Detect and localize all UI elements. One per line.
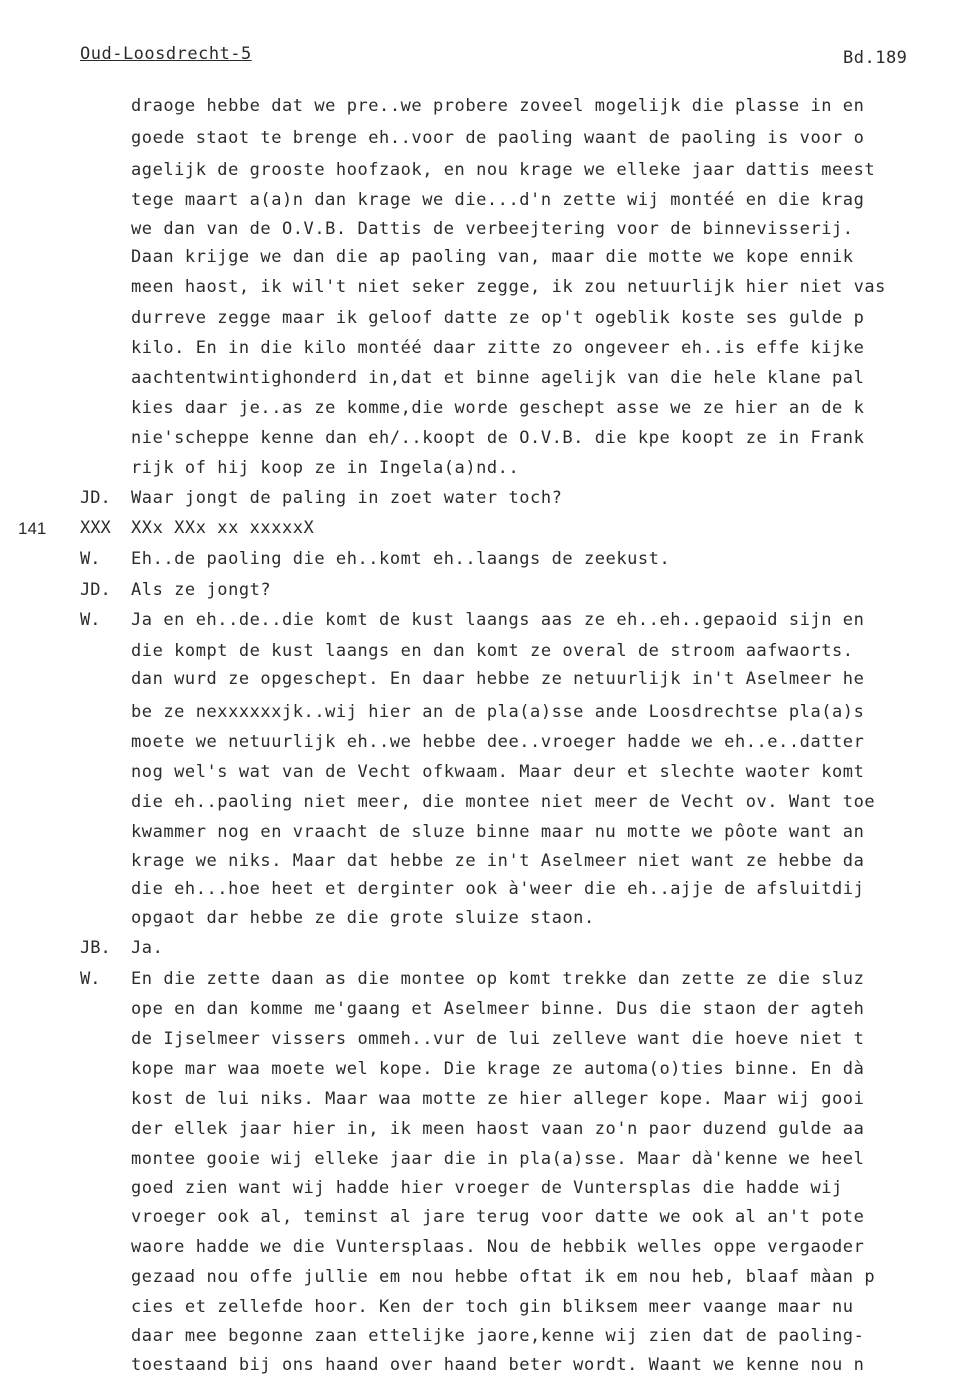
text-line: we dan van de O.V.B. Dattis de verbeejtering voor de binnevisserij. — [131, 219, 854, 239]
text-line: durreve zegge maar ik geloof datte ze op't ogeblik koste ses gulde p — [131, 308, 865, 328]
text-line: goed zien want wij hadde hier vroeger de Vuntersplas die hadde wij — [131, 1178, 843, 1198]
text-line: kope mar waa moete wel kope. Die krage ze automa(o)ties binne. En dà — [131, 1059, 865, 1079]
text-line: draoge hebbe dat we pre..we probere zoveel mogelijk die plasse in en — [131, 96, 865, 116]
text-line: be ze nexxxxxxjk..wij hier an de pla(a)sse ande Loosdrechtse pla(a)s — [131, 702, 865, 722]
speaker-label: W. — [80, 969, 101, 989]
speaker-label: W. — [80, 549, 101, 569]
text-line: daar mee begonne zaan ettelijke jaore,kenne wij zien dat de paoling- — [131, 1326, 865, 1346]
speaker-label: W. — [80, 610, 101, 630]
text-line: cies et zellefde hoor. Ken der toch gin bliksem meer vaange maar nu — [131, 1297, 854, 1317]
text-line: die eh..paoling niet meer, die montee niet meer de Vecht ov. Want toe — [131, 792, 876, 812]
text-line: waore hadde we die Vuntersplaas. Nou de hebbik welles oppe vergaoder — [131, 1237, 865, 1257]
text-line: meen haost, ik wil't niet seker zegge, ik zou netuurlijk hier niet vas — [131, 277, 886, 297]
text-line: Waar jongt de paling in zoet water toch? — [131, 488, 563, 508]
margin-number: 141 — [18, 519, 47, 538]
text-line: Eh..de paoling die eh..komt eh..laangs de zeekust. — [131, 549, 671, 569]
text-line: Als ze jongt? — [131, 580, 272, 600]
text-line: gezaad nou offe jullie em nou hebbe oftat ik em nou heb, blaaf màan p — [131, 1267, 876, 1287]
text-line: rijk of hij koop ze in Ingela(a)nd.. — [131, 458, 520, 478]
text-line: die kompt de kust laangs en dan komt ze overal de stroom aafwaorts. — [131, 641, 854, 661]
text-line: Ja en eh..de..die komt de kust laangs aas ze eh..eh..gepaoid sijn en — [131, 610, 865, 630]
text-line: montee gooie wij elleke jaar die in pla(a)sse. Maar dà'kenne we heel — [131, 1149, 865, 1169]
text-line: ope en dan komme me'gaang et Aselmeer binne. Dus die staon der agteh — [131, 999, 865, 1019]
text-line: der ellek jaar hier in, ik meen haost vaan zo'n paor duzend gulde aa — [131, 1119, 865, 1139]
text-line: Daan krijge we dan die ap paoling van, maar die motte we kope ennik — [131, 247, 854, 267]
text-line: kies daar je..as ze komme,die worde geschept asse we ze hier an de k — [131, 398, 865, 418]
document-title: Oud-Loosdrecht-5 — [80, 44, 252, 64]
text-line: dan wurd ze opgeschept. En daar hebbe ze netuurlijk in't Aselmeer he — [131, 669, 865, 689]
text-line: En die zette daan as die montee op komt trekke dan zette ze die sluz — [131, 969, 865, 989]
speaker-label: JD. — [80, 488, 111, 508]
text-line: kwammer nog en vraacht de sluze binne maar nu motte we pôote want an — [131, 822, 865, 842]
text-line: die eh...hoe heet et derginter ook à'weer die eh..ajje de afsluitdij — [131, 879, 865, 899]
text-line: krage we niks. Maar dat hebbe ze in't Aselmeer niet want ze hebbe da — [131, 851, 865, 871]
speaker-label: JD. — [80, 580, 111, 600]
text-line: nie'scheppe kenne dan eh/..koopt de O.V.B. die kpe koopt ze in Frank — [131, 428, 865, 448]
text-line: de Ijselmeer vissers ommeh..vur de lui zelleve want die hoeve niet t — [131, 1029, 865, 1049]
speaker-label: XXX — [80, 518, 111, 538]
text-line: opgaot dar hebbe ze die grote sluize staon. — [131, 908, 595, 928]
speaker-label: JB. — [80, 938, 111, 958]
text-line: moete we netuurlijk eh..we hebbe dee..vroeger hadde we eh..e..datter — [131, 732, 865, 752]
text-line: XXx XXx xx xxxxxX — [131, 518, 315, 538]
text-line: kilo. En in die kilo montéé daar zitte zo ongeveer eh..is effe kijke — [131, 338, 865, 358]
text-line: toestaand bij ons haand over haand beter wordt. Waant we kenne nou n — [131, 1355, 865, 1375]
text-line: tege maart a(a)n dan krage we die...d'n zette wij montéé en die krag — [131, 190, 865, 210]
page-reference: Bd.189 — [843, 48, 908, 68]
text-line: kost de lui niks. Maar waa motte ze hier alleger kope. Maar wij gooi — [131, 1089, 865, 1109]
text-line: vroeger ook al, teminst al jare terug voor datte we ook al an't pote — [131, 1207, 865, 1227]
text-line: goede staot te brenge eh..voor de paoling waant de paoling is voor o — [131, 128, 865, 148]
text-line: nog wel's wat van de Vecht ofkwaam. Maar deur et slechte waoter komt — [131, 762, 865, 782]
text-line: agelijk de grooste hoofzaok, en nou krage we elleke jaar dattis meest — [131, 160, 876, 180]
text-line: aachtentwintighonderd in,dat et binne agelijk van die hele klane pal — [131, 368, 865, 388]
text-line: Ja. — [131, 938, 164, 958]
